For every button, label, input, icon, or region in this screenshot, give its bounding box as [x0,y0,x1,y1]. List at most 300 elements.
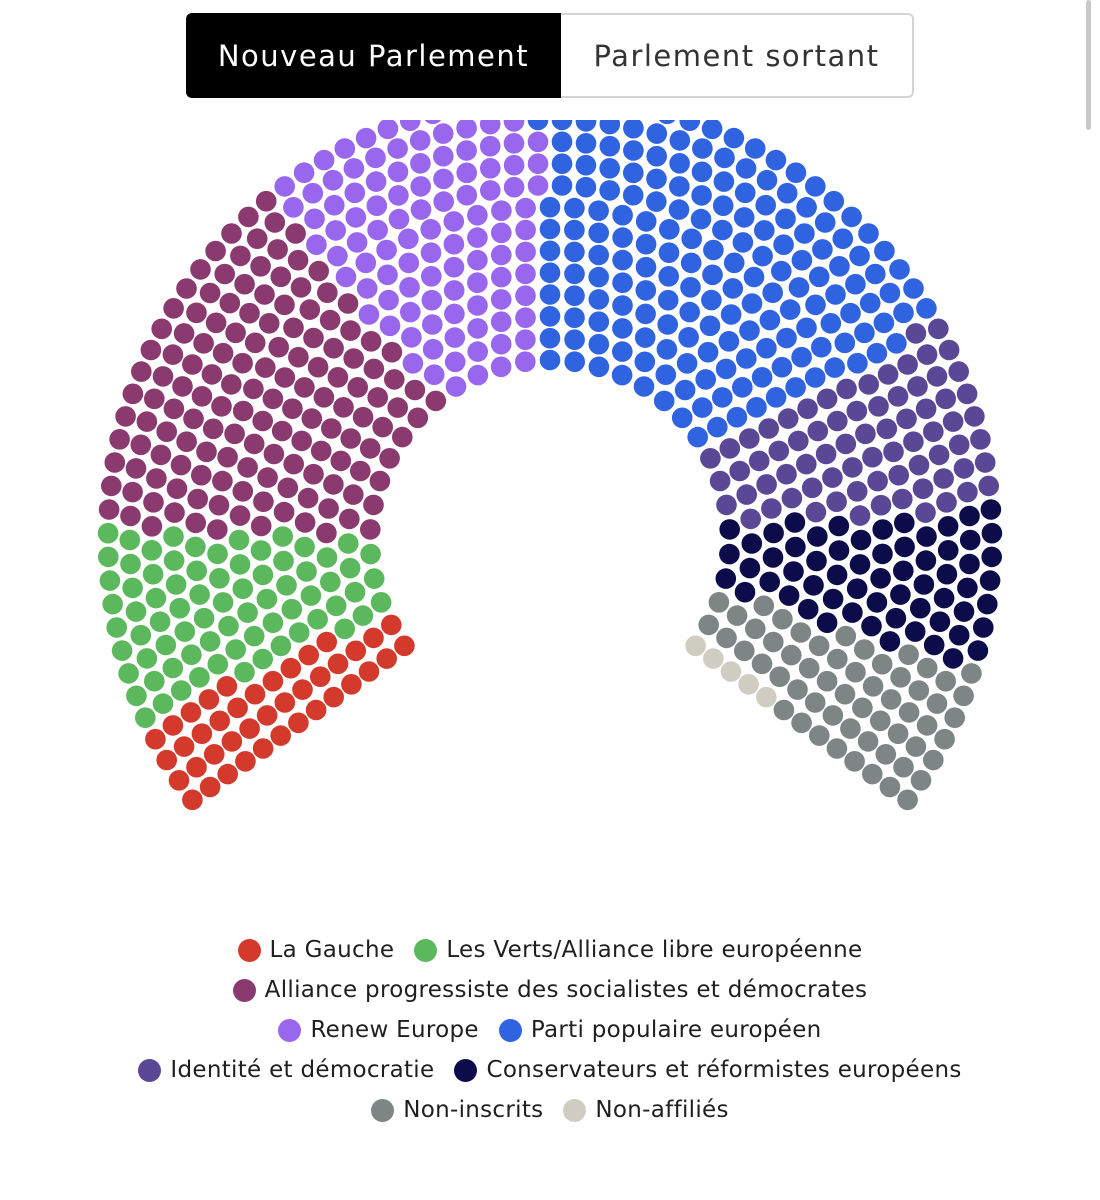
seat-dot [758,418,779,439]
seat-dot [294,162,315,183]
seat-dot [263,389,284,410]
seat-dot [798,599,819,620]
seat-dot [897,790,918,811]
seat-dot [376,648,397,669]
seat-dot [796,318,817,339]
seat-dot [961,663,982,684]
seat-dot [176,278,197,299]
seat-dot [646,169,667,190]
seat-dot [914,574,935,595]
seat-dot [400,302,421,323]
seat-dot [977,594,998,615]
seat-dot [877,419,898,440]
seat-dot [401,327,422,348]
seat-dot [714,171,735,192]
seat-dot [836,626,857,647]
seat-dot [724,128,745,149]
seat-dot [433,123,454,144]
parliament-toggle [186,13,914,98]
seat-dot [467,341,488,362]
seat-dot [700,316,721,337]
legend-item [233,977,868,1003]
seat-dot [749,451,770,472]
seat-dot [769,441,790,462]
seat-dot [716,628,737,649]
seat-dot [344,158,365,179]
seat-dot [338,293,359,314]
seat-dot [274,502,295,523]
seat-dot [273,551,294,572]
seat-dot [740,558,761,579]
seat-dot [444,280,465,301]
seat-dot [294,377,315,398]
legend-item [138,1057,434,1083]
seat-dot [740,509,761,530]
seat-dot [251,540,272,561]
seat-dot [202,364,223,385]
seat-dot [841,207,862,228]
seat-dot [181,702,202,723]
seat-dot [823,589,844,610]
seat-dot [120,530,141,551]
legend-item [414,937,862,963]
seat-dot [271,636,292,657]
seat-dot [156,750,177,771]
seat-dot [347,377,368,398]
seat-dot [221,374,242,395]
seat-dot [217,764,238,785]
seat-dot [424,364,445,385]
legend-row [0,1010,1100,1050]
seat-dot [854,323,875,344]
seat-dot [199,689,220,710]
seat-dot [916,298,937,319]
seat-dot [883,442,904,463]
seat-dot [182,354,203,375]
seat-dot [862,764,883,785]
seat-dot [589,289,610,310]
seat-dot [131,361,152,382]
seat-dot [399,253,420,274]
seat-dot [811,337,832,358]
seat-dot [779,585,800,606]
seat-dot [773,234,794,255]
seat-dot [752,246,773,267]
seat-dot [799,658,820,679]
seat-dot [411,199,432,220]
seat-dot [874,241,895,262]
seat-dot [835,684,856,705]
seat-dot [181,644,202,665]
seat-dot [324,195,345,216]
seat-dot [275,367,296,388]
seat-dot [906,323,927,344]
seat-dot [363,495,384,516]
seat-dot [771,261,792,282]
seat-dot [783,561,804,582]
seat-dot [863,676,884,697]
seat-dot [785,537,806,558]
seat-dot [257,705,278,726]
seat-dot [189,584,210,605]
seat-dot [701,290,722,311]
legend [0,930,1100,1130]
seat-dot [137,411,158,432]
seat-dot [953,686,974,707]
seat-dot [120,506,141,527]
seat-dot [659,242,680,263]
seat-dot [881,689,902,710]
seat-dot [131,435,152,456]
seat-dot [213,343,234,364]
seat-dot [719,331,740,352]
seat-dot [345,183,366,204]
seat-dot [444,257,465,278]
seat-dot [224,424,245,445]
seat-dot [142,516,163,537]
seat-dot [894,537,915,558]
seat-dot [467,295,488,316]
seat-dot [823,705,844,726]
seat-dot [943,648,964,669]
seat-dot [98,547,119,568]
seat-dot [289,622,310,643]
seat-dot [923,421,944,442]
seat-dot [754,220,775,241]
seat-dot [123,384,144,405]
seat-dot [890,667,911,688]
seat-dot [669,199,690,220]
seat-dot [738,674,759,695]
seat-dot [552,120,573,130]
legend-swatch-icon [238,939,261,962]
seat-dot [353,407,374,428]
seat-dot [806,502,827,523]
seat-dot [392,427,413,448]
seat-dot [327,246,348,267]
seat-dot [380,316,401,337]
seat-dot [564,351,585,372]
seat-dot [785,512,806,533]
seat-dot [308,261,329,282]
seat-dot [903,278,924,299]
seat-dot [858,731,879,752]
seat-dot [274,295,295,316]
seat-dot [899,702,920,723]
seat-dot [923,750,944,771]
seat-dot [935,671,956,692]
seat-dot [528,153,549,174]
seat-dot [858,374,879,395]
seat-dot [910,598,931,619]
seat-dot [283,454,304,475]
seat-dot [917,715,938,736]
seat-dot [323,687,344,708]
seat-dot [752,367,773,388]
seat-dot [540,197,561,218]
seat-dot [840,303,861,324]
seat-dot [356,253,377,274]
seat-dot [320,572,341,593]
seat-dot [928,319,949,340]
seat-dot [288,250,309,271]
seat-dot [612,318,633,339]
seat-dot [680,120,701,131]
seat-dot [675,380,696,401]
legend-swatch-icon [138,1059,161,1082]
seat-dot [182,790,203,811]
seat-dot [850,554,871,575]
seat-dot [757,170,778,191]
seat-dot [829,256,850,277]
seat-dot [702,265,723,286]
seat-dot [723,278,744,299]
seat-dot [388,162,409,183]
seat-dot [120,554,141,575]
seat-dot [766,150,787,171]
seat-dot [243,379,264,400]
seat-dot [874,313,895,334]
seat-dot [339,509,360,530]
seat-dot [809,725,830,746]
seat-dot [760,310,781,331]
seat-dot [400,120,421,131]
seat-dot [938,516,959,537]
seat-dot [803,575,824,596]
seat-dot [807,526,828,547]
seat-dot [207,519,228,540]
seat-dot [703,648,724,669]
seat-dot [122,482,143,503]
seat-dot [872,544,893,565]
seat-dot [491,289,512,310]
seat-dot [695,369,716,390]
seat-dot [153,693,174,714]
seat-dot [234,274,255,295]
seat-dot [100,570,121,591]
seat-dot [323,474,344,495]
seat-dot [336,267,357,288]
seat-dot [890,584,911,605]
seat-dot [745,619,766,640]
seat-dot [540,328,561,349]
seat-dot [552,175,573,196]
seat-dot [780,299,801,320]
seat-dot [719,544,740,565]
seat-dot [203,419,224,440]
seat-dot [239,718,260,739]
seat-dot [917,344,938,365]
seat-dot [836,379,857,400]
seat-dot [623,120,644,139]
seat-dot [816,444,837,465]
seat-dot [367,220,388,241]
seat-dot [217,676,238,697]
seat-dot [772,357,793,378]
seat-dot [301,585,322,606]
seat-dot [480,136,501,157]
seat-dot [564,264,585,285]
seat-dot [754,596,775,617]
seat-dot [306,700,327,721]
seat-dot [827,411,848,432]
seat-dot [237,457,258,478]
seat-dot [759,572,780,593]
seat-dot [515,264,536,285]
seat-dot [225,639,246,660]
seat-dot [703,240,724,261]
seat-dot [122,578,143,599]
seat-dot [886,608,907,629]
seat-dot [421,266,442,287]
seat-dot [205,241,226,262]
seat-dot [153,366,174,387]
seat-dot [939,340,960,361]
seat-dot [146,588,167,609]
seat-dot [323,170,344,191]
seat-dot [403,353,424,374]
seat-dot [916,550,937,571]
seat-dot [283,197,304,218]
seat-dot [276,575,297,596]
seat-dot [379,448,400,469]
seat-dot [196,442,217,463]
seat-dot [917,658,938,679]
seat-dot [742,293,763,314]
seat-dot [163,715,184,736]
seat-dot [791,347,812,368]
seat-dot [300,299,321,320]
seat-dot [366,171,387,192]
seat-dot [191,465,212,486]
legend-item [454,1057,961,1083]
seat-dot [217,447,238,468]
legend-swatch-icon [563,1099,586,1122]
seat-dot [303,328,324,349]
seat-dot [143,492,164,513]
seat-dot [888,465,909,486]
legend-label: Non-affiliés [595,1097,729,1123]
seat-dot [504,133,525,154]
seat-dot [294,537,315,558]
seat-dot [791,713,812,734]
seat-dot [296,561,317,582]
seat-dot [340,558,361,579]
seat-dot [855,424,876,445]
seat-dot [288,347,309,368]
seat-dot [692,162,713,183]
seat-dot [599,180,620,201]
seat-dot [275,692,296,713]
seat-dot [112,640,133,661]
seat-dot [340,320,361,341]
seat-dot [732,377,753,398]
seat-dot [805,176,826,197]
tab-parlement-sortant[interactable]: Parlement sortant [561,13,914,98]
seat-dot [321,418,342,439]
seat-dot [691,209,712,230]
seat-dot [163,298,184,319]
seat-dot [540,262,561,283]
seat-dot [692,138,713,159]
seat-dot [612,341,633,362]
seat-dot [320,310,341,331]
seat-dot [445,327,466,348]
seat-dot [174,323,195,344]
seat-dot [467,227,488,248]
seat-dot [163,344,184,365]
seat-dot [515,198,536,219]
seat-dot [752,654,773,675]
seat-dot [669,153,690,174]
seat-dot [564,329,585,350]
seat-dot [528,132,549,153]
seat-dot [376,240,397,261]
seat-dot [842,602,863,623]
seat-dot [888,723,909,744]
seat-dot [186,561,207,582]
seat-dot [623,140,644,161]
seat-dot [445,352,466,373]
seat-dot [225,323,246,344]
seat-dot [186,757,207,778]
seat-dot [612,205,633,226]
seat-dot [288,713,309,734]
seat-dot [612,272,633,293]
seat-dot [398,229,419,250]
seat-dot [371,592,392,613]
legend-row [0,970,1100,1010]
seat-dot [646,191,667,212]
seat-dot [444,234,465,255]
legend-item [499,1017,822,1043]
seat-dot [212,471,233,492]
seat-dot [314,387,335,408]
seat-dot [656,364,677,385]
seat-dot [840,718,861,739]
seat-dot [898,644,919,665]
seat-dot [727,605,748,626]
seat-dot [944,707,965,728]
seat-dot [230,246,251,267]
seat-dot [491,357,512,378]
seat-dot [588,267,609,288]
seat-dot [957,578,978,599]
seat-dot [235,751,256,772]
seat-dot [782,488,803,509]
seat-dot [426,391,447,412]
tab-nouveau-parlement[interactable]: Nouveau Parlement [186,13,561,98]
seat-dot [691,185,712,206]
seat-dot [115,406,136,427]
seat-dot [588,200,609,221]
seat-dot [817,671,838,692]
seat-dot [576,177,597,198]
legend-item [371,1097,543,1123]
legend-swatch-icon [233,979,256,1002]
seat-dot [192,386,213,407]
scrollbar[interactable] [1086,0,1091,130]
seat-dot [978,476,999,497]
seat-dot [938,540,959,561]
seat-dot [271,267,292,288]
seat-dot [858,223,879,244]
seat-dot [156,635,177,656]
seat-dot [141,340,162,361]
seat-dot [685,636,706,657]
seat-dot [444,211,465,232]
seat-dot [734,207,755,228]
